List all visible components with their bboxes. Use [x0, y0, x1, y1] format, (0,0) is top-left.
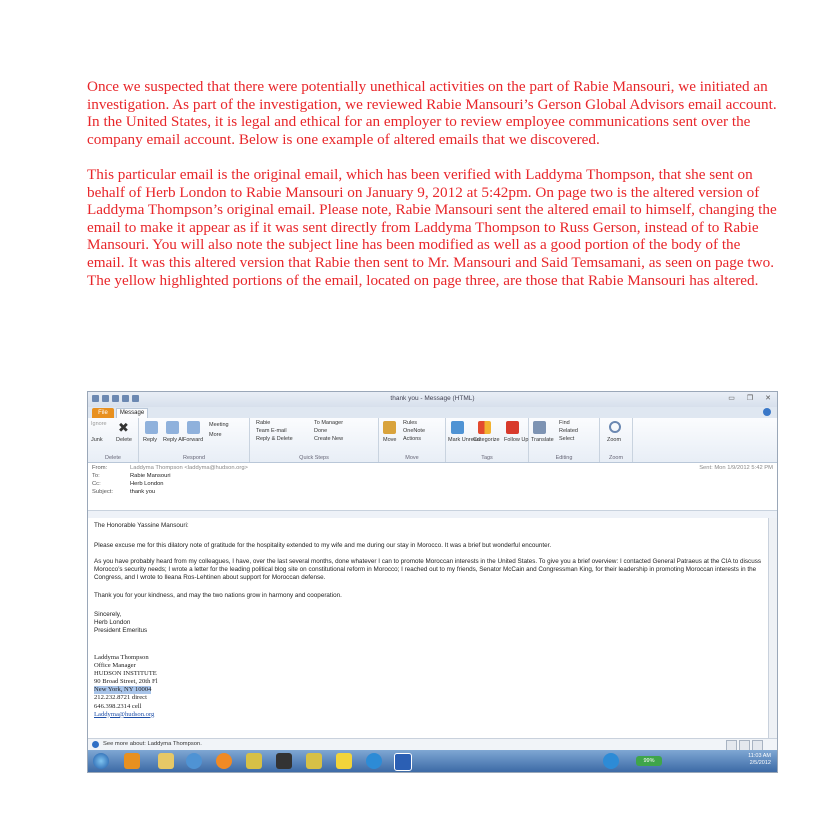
reply-all-button[interactable]: Reply All	[163, 437, 185, 443]
ribbon-tabs	[88, 407, 777, 418]
ignore-button[interactable]: Ignore	[91, 421, 107, 427]
group-label-zoom: Zoom	[608, 455, 624, 461]
vertical-scrollbar[interactable]	[768, 518, 778, 738]
window-controls	[728, 394, 771, 402]
message-header	[88, 463, 777, 510]
follow-up-button[interactable]: Follow Up	[504, 437, 529, 443]
from-value[interactable]: Laddyma Thompson <laddyma@hudson.org>	[130, 465, 248, 471]
cc-label: Cc:	[92, 481, 101, 487]
start-button-icon[interactable]	[93, 753, 109, 769]
group-label-tags: Tags	[481, 455, 493, 461]
subject-label: Subject:	[92, 489, 113, 495]
translate-icon[interactable]	[533, 421, 546, 434]
rules-button[interactable]: Rules	[403, 420, 418, 426]
signer-name: Herb London	[94, 619, 131, 626]
group-delete	[88, 418, 139, 462]
restore-icon[interactable]: ❐	[746, 395, 754, 402]
tab-file[interactable]: File	[92, 408, 114, 418]
quickstep-reply-delete[interactable]: Reply & Delete	[256, 436, 293, 442]
app-taskbar-icon[interactable]	[276, 753, 292, 769]
salutation: The Honorable Yassine Mansouri:	[94, 522, 189, 529]
categorize-button[interactable]: Categorize	[473, 437, 500, 443]
body-paragraph-2: As you have probably heard from my colleagues, I have, over the last several months, done whatever I can to promote Moroccan interests in the United States. To give you a brief overview: I contacted General Patraeus at the CIA to discuss Morocco’s security needs; I wrote a letter for the leading political blog site on constitutional reform in Morocco; I reached out to my friends, Senator McCain and Congressman King, for their leadership in promoting Moroccan interests in the Congress, and I wrote to Ileana Ros-Lehtinen about support for Moroccan defense.	[94, 558, 762, 581]
quickstep-to-manager[interactable]: To Manager	[314, 420, 344, 426]
group-respond	[139, 418, 250, 462]
app-taskbar-icon[interactable]	[246, 753, 262, 769]
onenote-button[interactable]: OneNote	[403, 428, 426, 434]
media-taskbar-icon[interactable]	[216, 753, 232, 769]
reply-icon[interactable]	[145, 421, 158, 434]
related-button[interactable]: Related	[559, 428, 578, 434]
from-label: From:	[92, 465, 108, 471]
intro-paragraph: Once we suspected that there were potentially unethical activities on the part of Rabie Mansouri, we initiated an investigation. As part of the investigation, we reviewed Rabie Mansouri’s Gerson Global Advisors email account. In the United States, it is legal and ethical for an employer to review employee communications sent over the company email account. Below is one example of altered emails that we discovered.	[87, 78, 777, 148]
follow-up-flag-icon[interactable]	[506, 421, 519, 434]
body-paragraph-3: Thank you for your kindness, and may the two nations grow in harmony and cooperation.	[94, 592, 342, 599]
sent-timestamp: Sent: Mon 1/9/2012 5:42 PM	[699, 465, 773, 471]
find-button[interactable]: Find	[559, 420, 570, 426]
signer-title: President Emeritus	[94, 627, 148, 634]
group-label-quick-steps: Quick Steps	[299, 455, 329, 461]
info-icon	[92, 741, 99, 748]
delete-button[interactable]: Delete	[116, 437, 132, 443]
battery-indicator[interactable]: 99%	[636, 756, 662, 766]
mark-unread-button[interactable]: Mark Unread	[448, 437, 480, 443]
group-quick-steps	[250, 418, 379, 462]
signature-street: 90 Broad Street, 20th Fl	[94, 678, 158, 686]
meeting-button[interactable]: Meeting	[209, 422, 229, 428]
reply-all-icon[interactable]	[166, 421, 179, 434]
move-button[interactable]: Move	[383, 437, 397, 443]
delete-x-icon[interactable]: ✖	[118, 420, 129, 435]
actions-button[interactable]: Actions	[403, 436, 422, 442]
outlook-message-screenshot	[87, 391, 778, 773]
app-taskbar-icon[interactable]	[366, 753, 382, 769]
closing: Sincerely,	[94, 611, 122, 618]
quickstep-create-new[interactable]: Create New	[314, 436, 344, 442]
system-clock[interactable]	[748, 753, 771, 767]
quickstep-done[interactable]: Done	[314, 428, 328, 434]
forward-icon[interactable]	[187, 421, 200, 434]
group-zoom	[600, 418, 633, 462]
body-paragraph-1: Please excuse me for this dilatory note of gratitude for the hospitality extended to my wife and me during our stay in Morocco. It was a brief but wonderful encounter.	[94, 542, 552, 549]
cc-value[interactable]: Herb London	[130, 481, 164, 487]
minimize-icon[interactable]: ▭	[728, 395, 735, 402]
app-taskbar-icon[interactable]	[306, 753, 322, 769]
group-label-delete: Delete	[105, 455, 121, 461]
quickstep-rabie[interactable]: Rabie	[256, 420, 271, 426]
windows-taskbar	[88, 750, 777, 772]
group-move	[379, 418, 446, 462]
mark-unread-icon[interactable]	[451, 421, 464, 434]
browser-taskbar-icon[interactable]	[186, 753, 202, 769]
message-body[interactable]	[88, 518, 768, 738]
word-taskbar-icon[interactable]	[394, 753, 412, 771]
group-label-editing: Editing	[555, 455, 573, 461]
tab-message[interactable]: Message	[116, 408, 148, 419]
signature-name: Laddyma Thompson	[94, 654, 149, 661]
move-icon[interactable]	[383, 421, 396, 434]
signature-title: Office Manager	[94, 662, 136, 670]
explorer-taskbar-icon[interactable]	[158, 753, 174, 769]
group-label-move: Move	[405, 455, 419, 461]
network-taskbar-icon[interactable]	[603, 753, 619, 769]
app-taskbar-icon[interactable]	[336, 753, 352, 769]
translate-button[interactable]: Translate	[531, 437, 554, 443]
junk-button[interactable]: Junk	[91, 437, 103, 443]
clock-time: 11:03 AM	[748, 753, 771, 759]
clock-date: 2/5/2012	[749, 760, 771, 766]
window-title: thank you - Message (HTML)	[390, 395, 475, 402]
to-value[interactable]: Rabie Mansouri	[130, 473, 171, 479]
close-icon[interactable]: ✕	[765, 395, 771, 402]
more-button[interactable]: More	[209, 432, 222, 438]
signature-org: HUDSON INSTITUTE	[94, 670, 157, 678]
signature-email-link[interactable]: Laddyma@hudson.org	[94, 710, 155, 718]
categorize-icon[interactable]	[478, 421, 491, 434]
window-titlebar	[88, 392, 777, 407]
select-button[interactable]: Select	[559, 436, 575, 442]
forward-button[interactable]: Forward	[183, 437, 204, 443]
signature-block	[94, 654, 158, 719]
outlook-taskbar-icon[interactable]	[124, 753, 140, 769]
signature-city: New York, NY 10004	[94, 686, 152, 694]
signature-cell: 646.398.2314 cell	[94, 702, 142, 710]
group-editing	[529, 418, 600, 462]
reply-button[interactable]: Reply	[143, 437, 158, 443]
signature-direct: 212.232.8721 direct	[94, 694, 147, 702]
people-pane-text[interactable]: See more about: Laddyma Thompson.	[103, 741, 202, 747]
help-icon[interactable]	[763, 408, 771, 416]
group-label-respond: Respond	[182, 455, 206, 461]
ribbon	[88, 418, 777, 463]
explanation-paragraph: This particular email is the original email, which has been verified with Laddyma Thompson, that she sent on behalf of Herb London to Rabie Mansouri on January 9, 2012 at 5:42pm. On page two is the altered version of Laddyma Thompson’s original email. Please note, Rabie Mansouri sent the altered email to himself, changing the email to make it appear as if it was sent directly from Laddyma Thompson to Russ Gerson, instead of to Rabie Mansouri. You will also note the subject line has been modified as well as a good portion of the body of the email. It was this altered version that Rabie then sent to Mr. Mansouri and Said Temsamani, as seen on page two. The yellow highlighted portions of the email, located on page three, are those that Rabie Mansouri has altered.	[87, 166, 777, 289]
zoom-magnifier-icon[interactable]	[609, 421, 621, 433]
group-tags	[446, 418, 529, 462]
quickstep-team-email[interactable]: Team E-mail	[256, 428, 287, 434]
zoom-button[interactable]: Zoom	[607, 437, 622, 443]
to-label: To:	[92, 473, 100, 479]
subject-value: thank you	[130, 489, 156, 495]
